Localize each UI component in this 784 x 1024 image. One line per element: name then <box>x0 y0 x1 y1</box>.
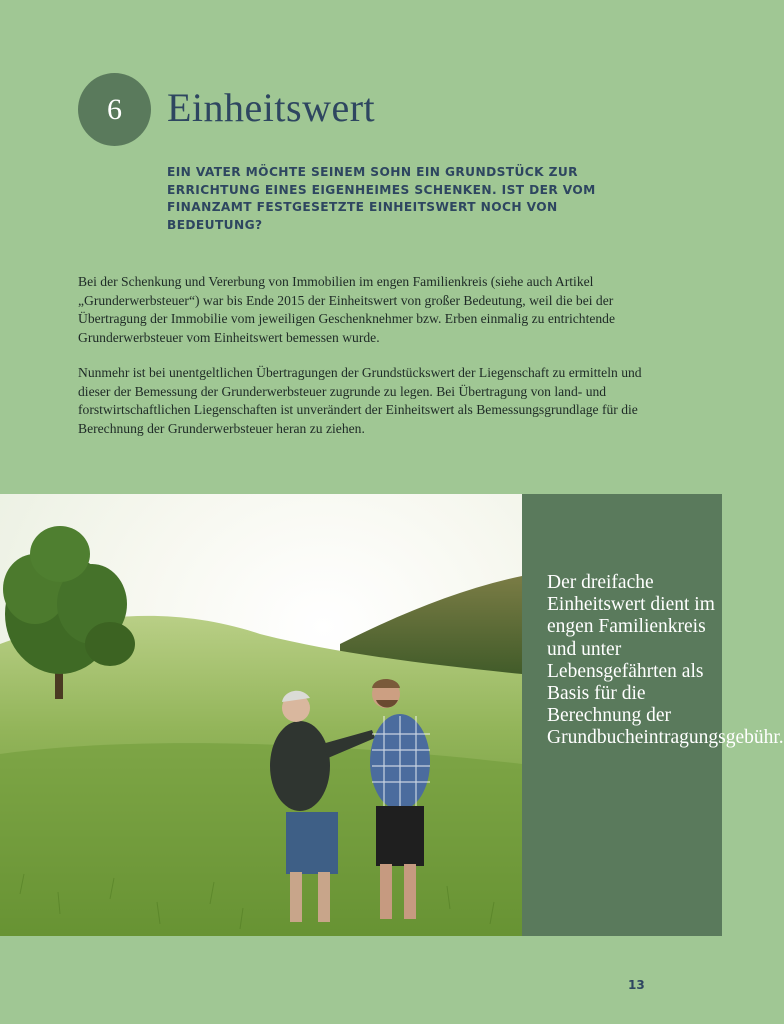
page-number: 13 <box>628 978 645 992</box>
body-paragraph-2: Nunmehr ist bei unentgeltlichen Übertragungen der Grundstückswert der Liegenschaft zu ermitteln und dieser der Bemessung der Grunderwerbsteuer zugrunde zu legen. Bei Übertragung von land- und forstwirtschaftlichen Liegenschaften ist unverändert der Einheitswert als Bemessungsgrundlage für die Berechnung der Grunderwerbsteuer heran zu ziehen. <box>78 365 642 436</box>
pull-quote: Der dreifache Einheitswert dient im engen Familienkreis und unter Lebensgefährten als Basis für die Berechnung der Grundbucheintragungsgebühr. <box>547 572 784 749</box>
chapter-number-badge <box>78 73 151 146</box>
lead-question: EIN VATER MÖCHTE SEINEM SOHN EIN GRUNDSTÜCK ZUR ERRICHTUNG EINES EIGENHEIMES SCHENKEN. IST DER VOM FINANZAMT FESTGESETZTE EINHEITSWERT NOCH VON BEDEUTUNG? <box>167 165 596 232</box>
photo-father-son-meadow <box>0 494 522 936</box>
quote-panel <box>522 494 784 936</box>
body-paragraph-1: Bei der Schenkung und Vererbung von Immobilien im engen Familienkreis (siehe auch Artikel „Grunderwerbsteuer“) war bis Ende 2015 der Einheitswert von großer Bedeutung, weil die bei der Übertragung der Immobilie vom jeweiligen Geschenknehmer bzw. Erben einmalig zu entrichtende Grunderwerbsteuer vom Einheitswert bemessen wurde. <box>78 274 616 345</box>
chapter-title: Einheitswert <box>167 85 376 130</box>
chapter-number: 6 <box>107 92 122 126</box>
